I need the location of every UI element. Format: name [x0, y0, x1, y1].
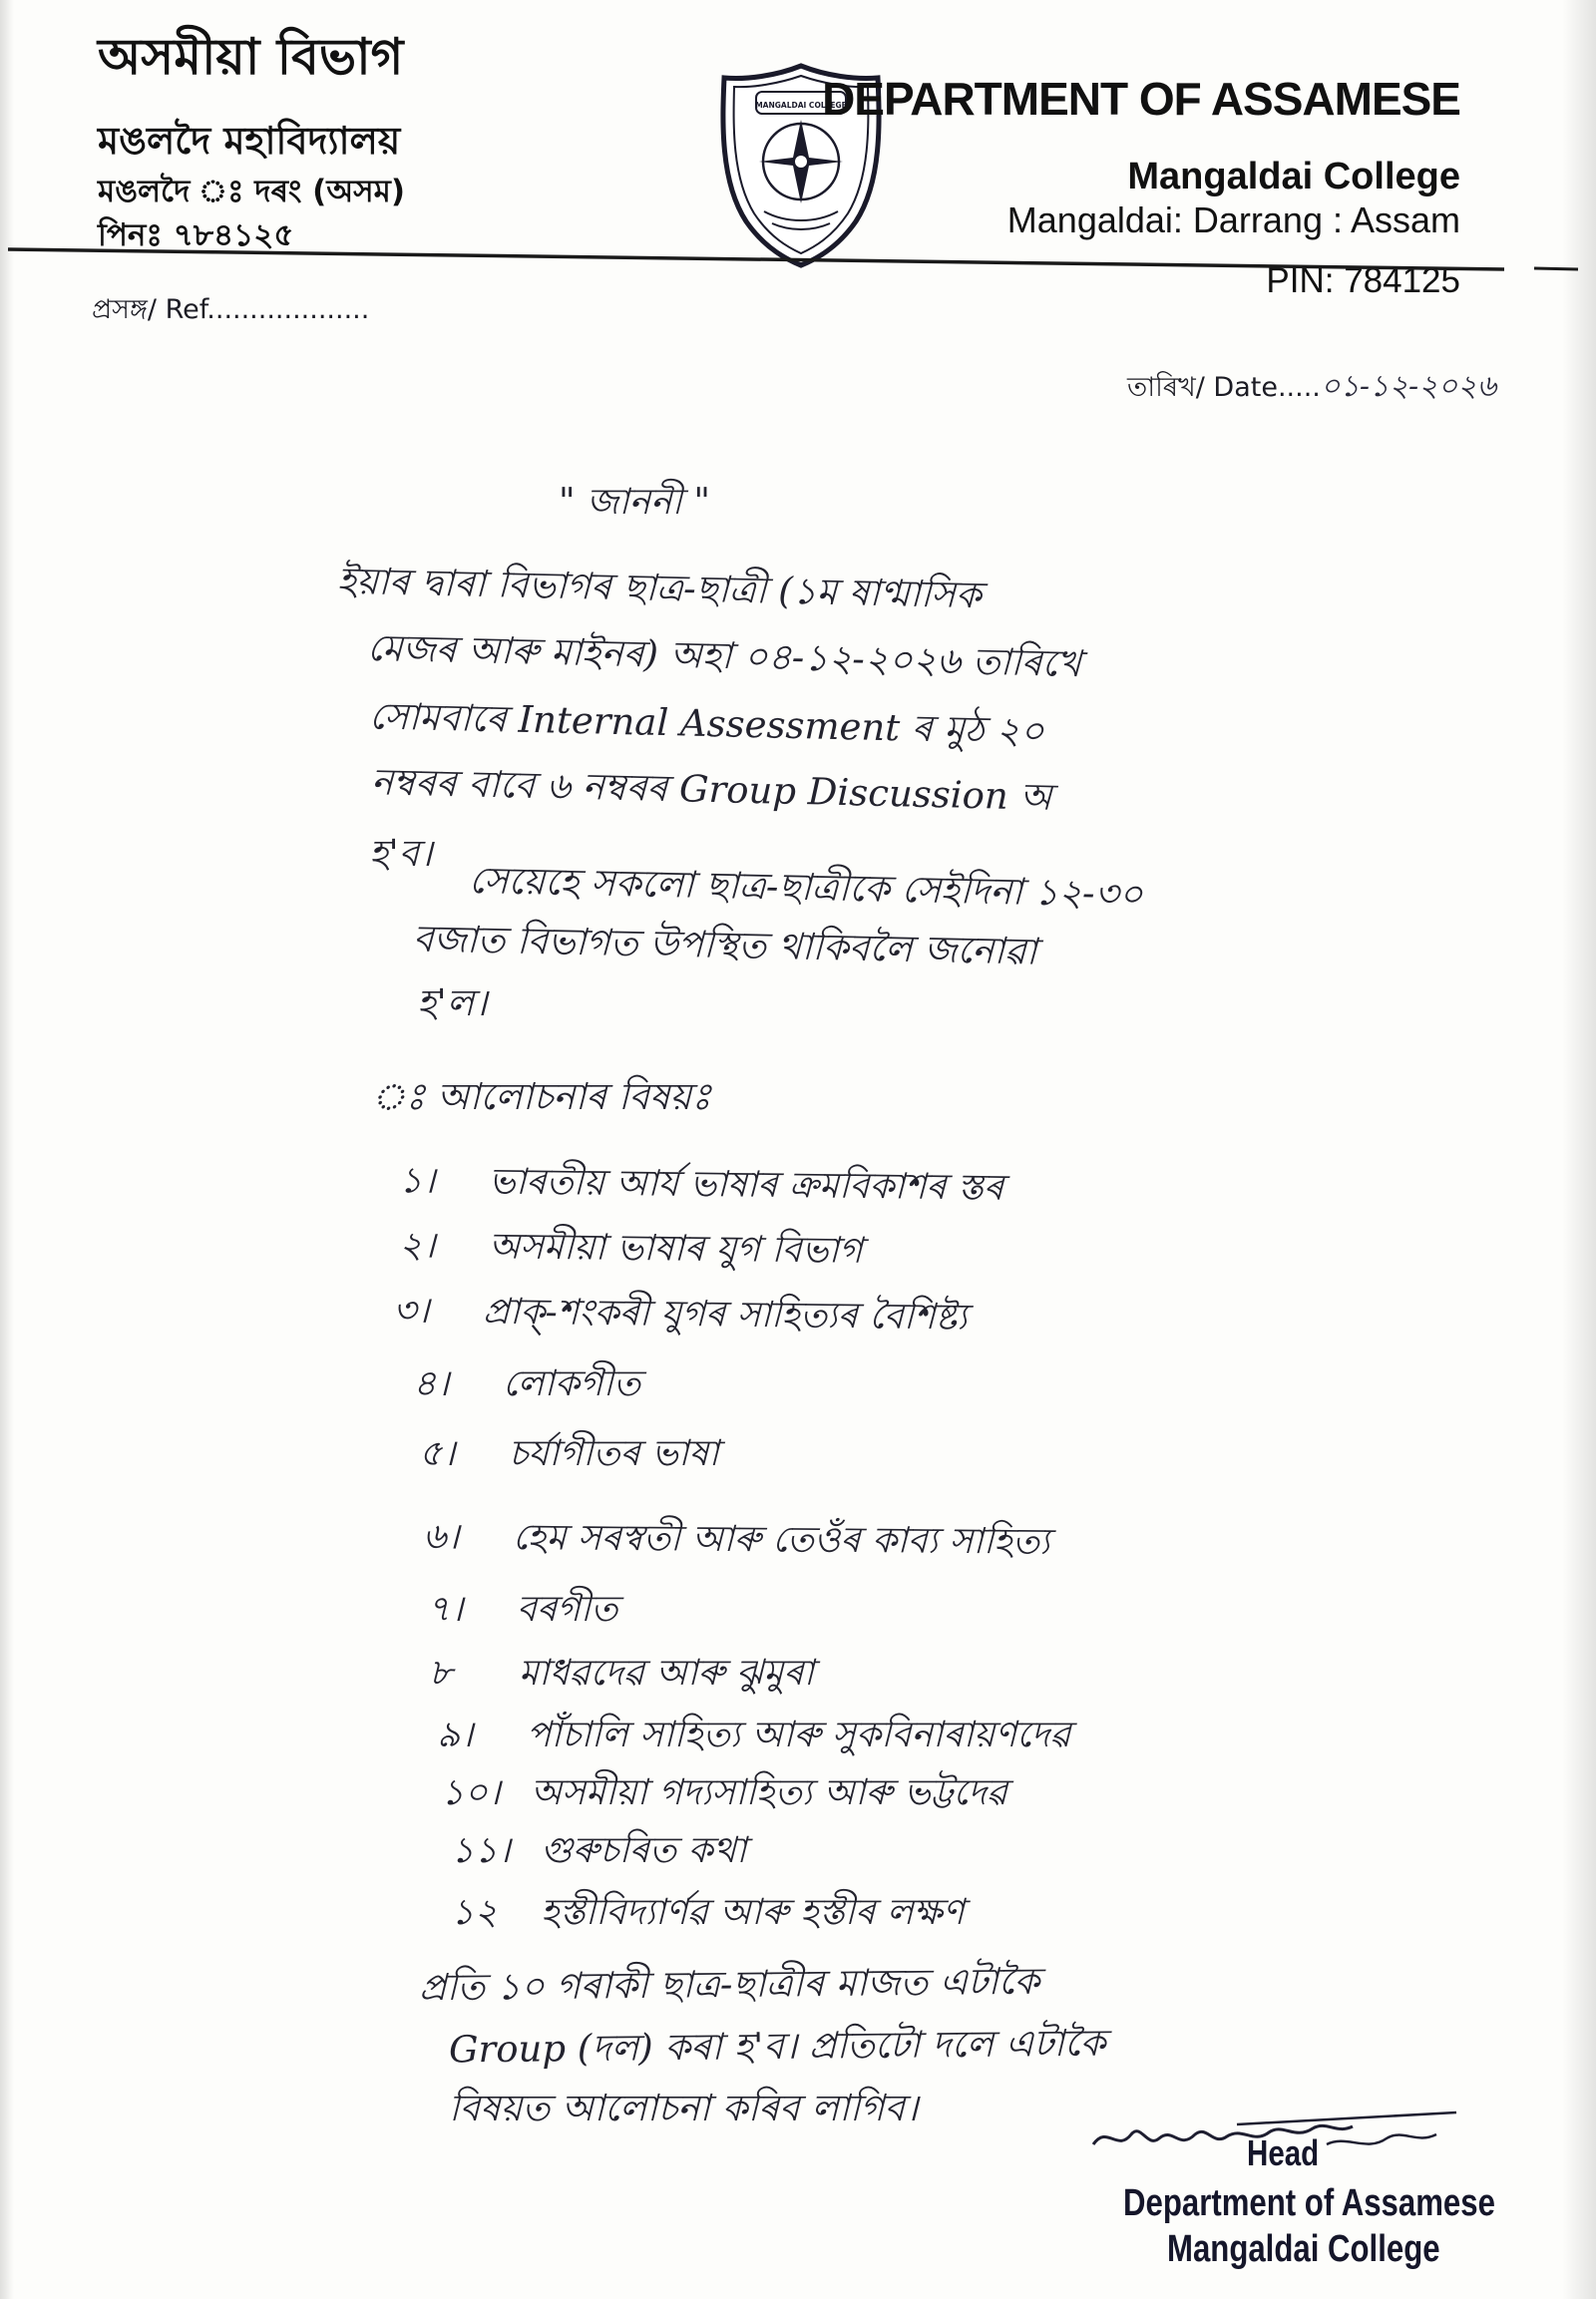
topics-heading: ঃ আলোচনাৰ বিষয়ঃ [371, 1075, 711, 1118]
topic-item [419, 1426, 719, 1486]
logo-text: MANGALDAI COLLEGE [755, 101, 847, 110]
topic-item [451, 1885, 965, 1945]
date-value: ০১-১২-২০২৬ [1320, 369, 1497, 404]
stamp-college: Mangaldai College [1167, 2228, 1440, 2270]
topic-number: ১০। [441, 1772, 501, 1813]
topic-text: লোকগীত [503, 1363, 640, 1404]
college-name-english: Mangaldai College [1127, 156, 1460, 197]
topic-number: ৭। [427, 1589, 464, 1630]
topic-item [441, 1765, 1007, 1825]
paragraph-2-line: সেয়েহে সকলো ছাত্ৰ-ছাত্ৰীকে সেইদিনা ১২-৩০ [468, 858, 1144, 917]
stamp-department: Department of Assamese [1123, 2182, 1495, 2224]
topic-number: ৪। [413, 1363, 450, 1404]
topic-number: ১১। [451, 1830, 511, 1871]
topic-text: বৰগীত [517, 1589, 618, 1630]
college-name-assamese: মঙলদৈ মহাবিদ্যালয় [98, 119, 401, 163]
topic-text: গুৰুচৰিত কথা [541, 1830, 747, 1871]
topic-text: অসমীয়া ভাষাৰ যুগ বিভাগ [488, 1226, 863, 1272]
date-label: তাৰিখ/ Date [1127, 372, 1278, 403]
topic-number: ৮ [429, 1653, 453, 1694]
topic-item [451, 1823, 746, 1883]
paragraph-3-line: প্ৰতি ১০ গৰাকী ছাত্ৰ-ছাত্ৰীৰ মাজত এটাকৈ [418, 1959, 1040, 2010]
paragraph-1-line: নম্বৰৰ বাবে ৬ নম্বৰৰ Group Discussion অ [370, 760, 1052, 819]
paragraph-3-line: বিষয়ত আলোচনা কৰিব লাগিব। [449, 2087, 919, 2129]
paragraph-1-line: মেজৰ আৰু মাইনৰ) অহা ০৪-১২-২০২৬ তাৰিখে [366, 625, 1082, 686]
topic-item [393, 1283, 968, 1349]
topic-item [427, 1582, 617, 1642]
notice-title: " জাননী " [559, 482, 710, 523]
topic-text: অসমীয়া গদ্যসাহিত্য আৰু ভট্টদেৱ [531, 1772, 1008, 1813]
date-dots: ..... [1277, 372, 1321, 403]
topic-text: চৰ্যাগীতৰ ভাষা [509, 1433, 719, 1474]
topic-number: ৯। [437, 1715, 474, 1755]
paragraph-1-line: ইয়াৰ দ্বাৰা বিভাগৰ ছাত্ৰ-ছাত্ৰী (১ম ষাণ্মাসিক [336, 559, 983, 617]
pin-code-english: PIN: 784125 [1266, 261, 1460, 300]
topic-text: পাঁচালি সাহিত্য আৰু সুকবিনাৰায়ণদেৱ [527, 1715, 1071, 1755]
topic-text: প্ৰাক্-শংকৰী যুগৰ সাহিত্যৰ বৈশিষ্ট্য [482, 1291, 968, 1339]
paragraph-2-line: হ'ল। [417, 981, 488, 1024]
reference-field: প্ৰসঙ্গ/ Ref................... [92, 294, 370, 325]
paragraph-2-line: বজাত বিভাগত উপস্থিত থাকিবলৈ জনোৱা [412, 917, 1037, 973]
topic-number: ২। [398, 1225, 436, 1267]
topic-number: ১২ [451, 1892, 498, 1933]
college-address-english: Mangaldai: Darrang : Assam [1006, 199, 1460, 240]
topic-text: হেম সৰস্বতী আৰু তেওঁৰ কাব্য সাহিত্য [512, 1517, 1050, 1563]
paragraph-1-line: হ'ব। [369, 832, 433, 875]
topic-text: ভাৰতীয় আৰ্য ভাষাৰ ক্ৰমবিকাশৰ স্তৰ [488, 1161, 1004, 1209]
department-name-assamese: অসমীয়া বিভাগ [98, 28, 404, 86]
topic-item [423, 1509, 1050, 1574]
department-name-english: DEPARTMENT OF ASSAMESE [822, 73, 1460, 125]
topic-number: ৫। [419, 1433, 456, 1474]
topic-item [437, 1708, 1071, 1767]
college-address-assamese: মঙলদৈ ঃ দৰং (অসম) [98, 174, 406, 209]
topic-item [399, 1153, 1004, 1220]
topic-item [429, 1646, 814, 1706]
topic-item [413, 1356, 640, 1416]
page-edge-shadow-right [1562, 0, 1596, 2299]
date-field [1127, 362, 1496, 413]
paragraph-3-line: Group (দল) কৰা হ'ব। প্ৰতিটো দলে এটাকৈ [448, 2021, 1106, 2072]
stamp-head: Head [1247, 2132, 1320, 2173]
page-edge-shadow [0, 0, 14, 2299]
header-divider-line [8, 245, 1580, 271]
topic-number: ৩। [392, 1290, 430, 1332]
pin-code-assamese: পিনঃ ৭৮৪১২৫ [98, 217, 294, 253]
topic-number: ৬। [422, 1516, 460, 1558]
topic-number: ১। [398, 1160, 436, 1202]
paragraph-1-line: সোমবাৰে Internal Assessment ৰ মুঠ ২০ [368, 694, 1045, 753]
topic-text: মাধৱদেৱ আৰু ঝুমুৰা [519, 1653, 815, 1694]
topic-text: হস্তীবিদ্যাৰ্ণৱ আৰু হস্তীৰ লক্ষণ [541, 1892, 965, 1933]
topic-item [399, 1218, 863, 1284]
